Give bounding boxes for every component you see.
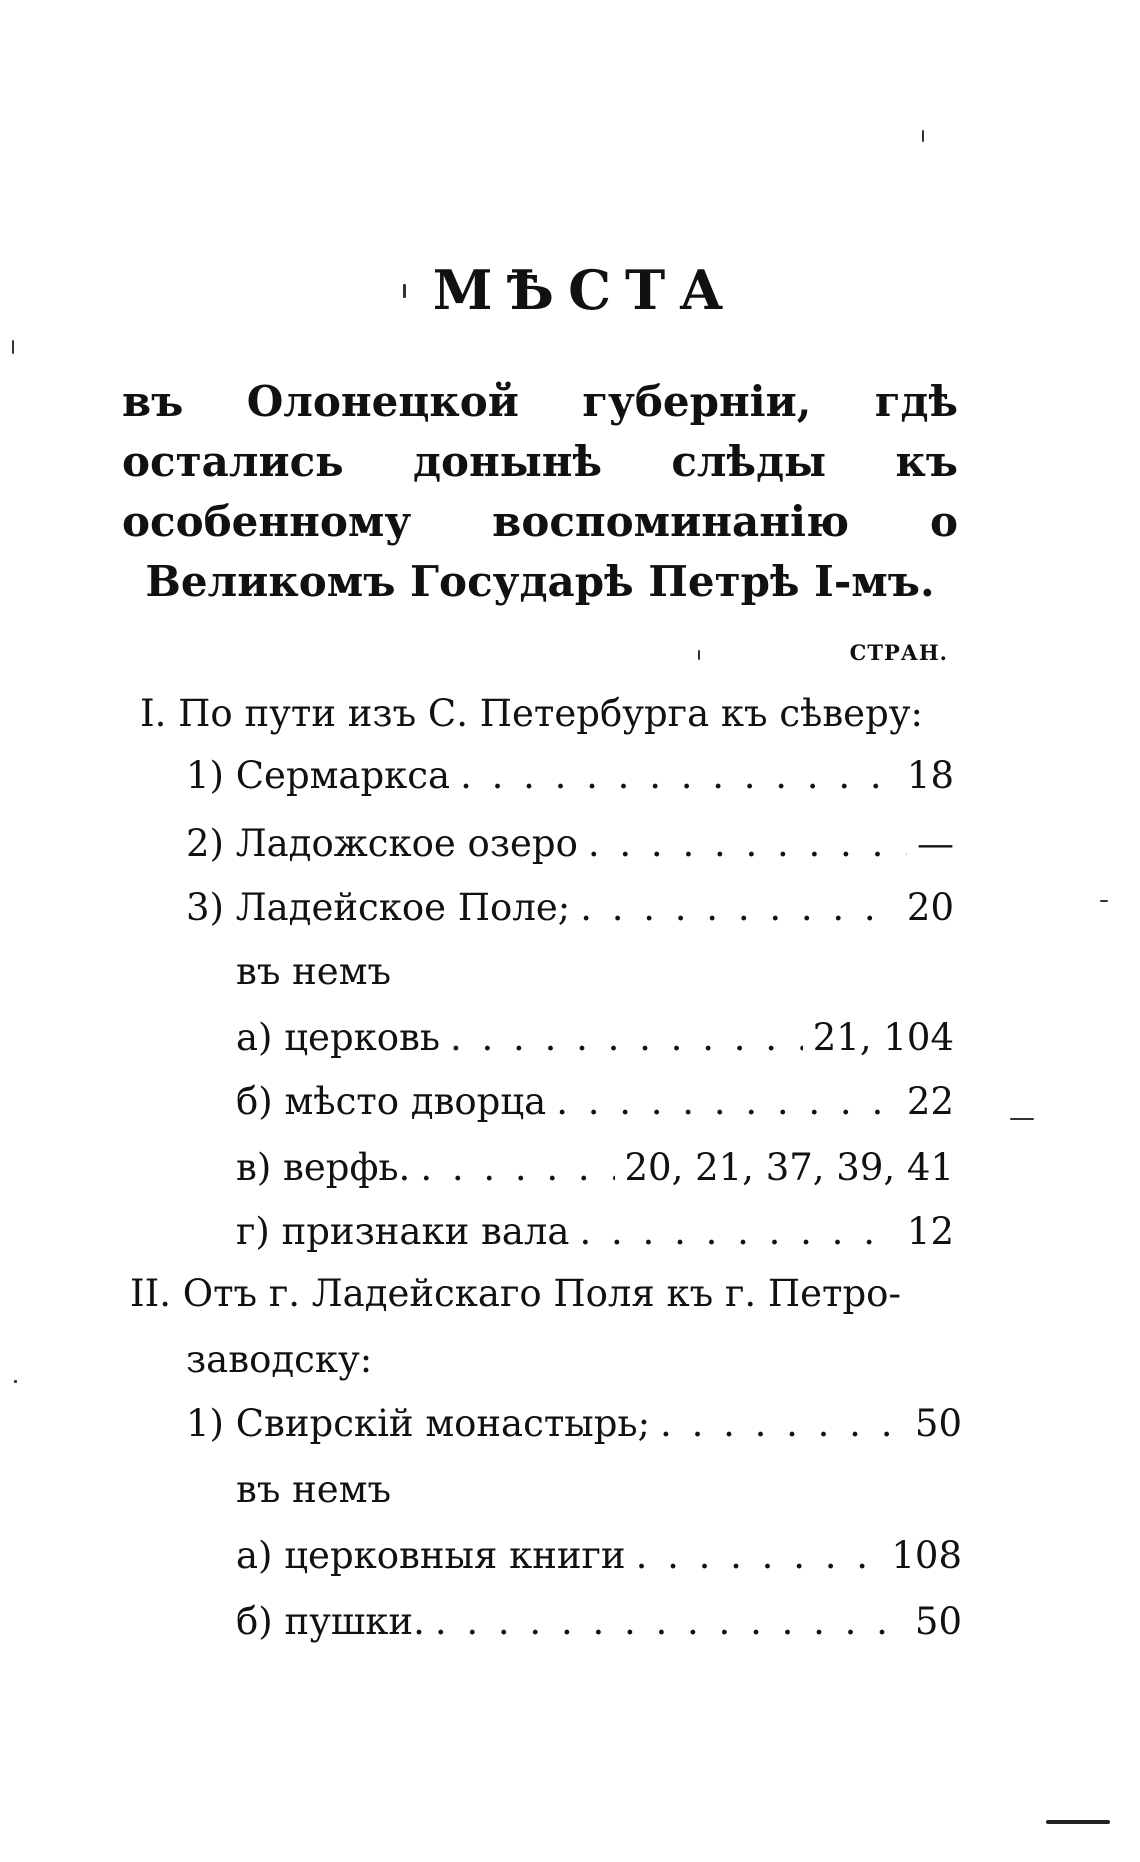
toc-entry-page: 12	[906, 1210, 954, 1253]
toc-entry-label: б) пушки.	[236, 1600, 425, 1643]
dot-leader	[460, 752, 897, 800]
toc-entry	[236, 1208, 954, 1256]
dot-leader	[580, 884, 897, 932]
scan-speck	[922, 130, 924, 142]
toc-entry-page: 50	[914, 1600, 962, 1643]
decorative-rule	[1046, 1820, 1110, 1824]
dot-leader	[580, 1208, 897, 1256]
toc-entry-label: а) церковь	[236, 1016, 441, 1059]
scan-speck	[14, 1380, 17, 1383]
toc-entry-label: 2) Ладожское озеро	[186, 822, 578, 865]
toc-entry-label: а) церковныя книги	[236, 1534, 626, 1577]
toc-entry-page: 22	[906, 1080, 954, 1123]
toc-entry-page: 20	[906, 886, 954, 929]
toc-entry	[236, 1598, 962, 1646]
toc-entry	[236, 1144, 954, 1192]
toc-entry-label: 3) Ладейское Поле;	[186, 886, 571, 929]
toc-entry-label: б) мѣсто дворца	[236, 1080, 547, 1123]
page-column-header: СТРАН.	[849, 640, 948, 665]
toc-entry-label: 1) Свирскій монастырь;	[186, 1402, 651, 1445]
toc-entry-page: 108	[891, 1534, 962, 1577]
toc-entry	[236, 1078, 954, 1126]
toc-entry-label: 1) Сермаркса	[186, 754, 451, 797]
toc-entry	[186, 752, 954, 800]
dot-leader	[660, 1400, 905, 1448]
section-heading-continuation: заводску:	[186, 1338, 373, 1381]
scan-speck	[698, 650, 700, 660]
dot-leader	[636, 1532, 882, 1580]
dot-leader	[556, 1078, 897, 1126]
section-heading: II. Отъ г. Ладейскаго Поля къ г. Петро-	[130, 1272, 901, 1315]
scan-speck	[1010, 1118, 1034, 1120]
toc-entry	[186, 884, 954, 932]
scan-speck	[12, 340, 14, 354]
toc-subheading: въ немъ	[236, 1468, 392, 1511]
page-subtitle: въ Олонецкой губерніи, гдѣ остались донынѣ слѣды къ особенному воспоминанію о Великомъ Государѣ Петрѣ I-мъ.	[122, 377, 958, 606]
scan-speck	[403, 284, 406, 298]
toc-entry-page: —	[917, 822, 954, 865]
section-heading: I. По пути изъ С. Петербурга къ сѣверу:	[140, 692, 923, 735]
page-title: МѢСТА	[432, 258, 738, 322]
toc-entry-label: г) признаки вала	[236, 1210, 570, 1253]
toc-entry	[236, 1532, 962, 1580]
toc-entry	[236, 1014, 954, 1062]
toc-entry-page: 20, 21, 37, 39, 41	[624, 1146, 954, 1189]
dot-leader	[420, 1144, 614, 1192]
toc-entry	[186, 820, 954, 868]
toc-entry-page: 50	[914, 1402, 962, 1445]
toc-entry-label: в) верфь.	[236, 1146, 411, 1189]
dot-leader	[588, 820, 907, 868]
scan-speck	[1100, 900, 1108, 902]
toc-subheading: въ немъ	[236, 950, 392, 993]
dot-leader	[450, 1014, 803, 1062]
toc-entry-page: 21, 104	[812, 1016, 954, 1059]
toc-entry-page: 18	[906, 754, 954, 797]
dot-leader	[435, 1598, 905, 1646]
toc-entry	[186, 1400, 962, 1448]
